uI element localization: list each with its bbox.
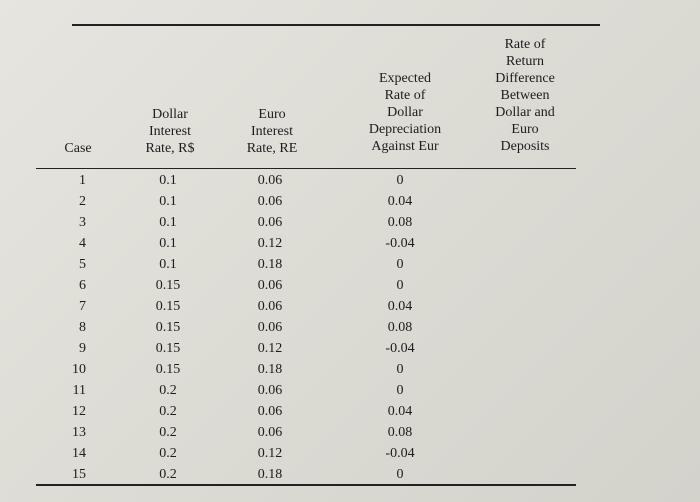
header-line: Expected [378, 71, 432, 86]
cell-case: 8 [79, 320, 86, 335]
cell-euro-rate: 0.06 [257, 299, 283, 314]
table-bottom-rule [36, 484, 576, 486]
header-dollar-interest-rate [128, 106, 212, 157]
header-rate-of-return-difference [475, 36, 575, 155]
cell-case: 15 [72, 467, 86, 482]
header-line: Rate of [384, 88, 426, 103]
header-line: Deposits [500, 139, 550, 154]
cell-case: 12 [72, 404, 86, 419]
cell-euro-rate: 0.06 [257, 383, 283, 398]
header-line: Dollar [152, 107, 188, 122]
header-case [52, 140, 104, 157]
table-row [0, 380, 700, 401]
table-row [0, 191, 700, 212]
cell-dollar-rate: 0.1 [159, 257, 177, 272]
cell-dollar-rate: 0.1 [159, 194, 177, 209]
cell-euro-rate: 0.06 [257, 425, 283, 440]
header-expected-depreciation [350, 70, 460, 155]
cell-euro-rate: 0.06 [257, 404, 283, 419]
table-row [0, 254, 700, 275]
cell-depreciation: 0 [396, 173, 404, 188]
cell-euro-rate: 0.12 [257, 341, 283, 356]
header-line: Euro [511, 122, 539, 137]
header-line: Between [500, 88, 550, 103]
table-row [0, 338, 700, 359]
cell-euro-rate: 0.12 [257, 446, 283, 461]
cell-case: 3 [79, 215, 86, 230]
header-line: Rate, RE [246, 141, 298, 156]
table-row [0, 212, 700, 233]
cell-depreciation: 0.04 [387, 299, 413, 314]
cell-case: 2 [79, 194, 86, 209]
cell-depreciation: 0 [396, 257, 404, 272]
header-line: Dollar [387, 105, 423, 120]
cell-depreciation: 0 [396, 467, 404, 482]
cell-depreciation: 0.08 [387, 320, 413, 335]
cell-case: 4 [79, 236, 86, 251]
cell-case: 1 [79, 173, 86, 188]
cell-case: 9 [79, 341, 86, 356]
cell-dollar-rate: 0.15 [155, 299, 181, 314]
header-line: Interest [149, 124, 191, 139]
header-line: Interest [251, 124, 293, 139]
cell-depreciation: 0 [396, 278, 404, 293]
header-line: Against Eur [371, 139, 439, 154]
cell-euro-rate: 0.06 [257, 278, 283, 293]
header-line: Difference [495, 71, 555, 86]
cell-case: 5 [79, 257, 86, 272]
table-row [0, 296, 700, 317]
cell-euro-rate: 0.18 [257, 467, 283, 482]
header-line: Rate, R$ [145, 141, 195, 156]
table-row [0, 317, 700, 338]
cell-case: 6 [79, 278, 86, 293]
header-line: Dollar and [495, 105, 555, 120]
table-row [0, 359, 700, 380]
header-case-text: Case [64, 141, 92, 156]
table-top-rule [72, 24, 600, 26]
cell-euro-rate: 0.18 [257, 257, 283, 272]
cell-dollar-rate: 0.15 [155, 320, 181, 335]
table-row [0, 170, 700, 191]
cell-dollar-rate: 0.2 [159, 425, 177, 440]
cell-depreciation: -0.04 [385, 341, 415, 356]
header-line: Rate of [504, 37, 546, 52]
table-header-rule [36, 168, 576, 169]
header-line: Depreciation [368, 122, 442, 137]
table-row [0, 401, 700, 422]
cell-case: 10 [72, 362, 86, 377]
cell-dollar-rate: 0.15 [155, 362, 181, 377]
cell-depreciation: 0.04 [387, 404, 413, 419]
cell-case: 11 [72, 383, 86, 398]
cell-euro-rate: 0.06 [257, 320, 283, 335]
cell-dollar-rate: 0.15 [155, 278, 181, 293]
cell-depreciation: 0.04 [387, 194, 413, 209]
cell-case: 7 [79, 299, 86, 314]
cell-euro-rate: 0.06 [257, 215, 283, 230]
cell-euro-rate: 0.12 [257, 236, 283, 251]
cell-depreciation: 0.08 [387, 215, 413, 230]
cell-depreciation: 0 [396, 362, 404, 377]
cell-euro-rate: 0.06 [257, 173, 283, 188]
cell-dollar-rate: 0.2 [159, 404, 177, 419]
cell-depreciation: -0.04 [385, 236, 415, 251]
table-row [0, 422, 700, 443]
table-body [0, 170, 700, 485]
cell-euro-rate: 0.18 [257, 362, 283, 377]
header-euro-interest-rate [232, 106, 312, 157]
cell-dollar-rate: 0.1 [159, 236, 177, 251]
cell-case: 13 [72, 425, 86, 440]
table-row [0, 443, 700, 464]
cell-case: 14 [72, 446, 86, 461]
header-line: Return [505, 54, 545, 69]
cell-depreciation: 0 [396, 383, 404, 398]
cell-euro-rate: 0.06 [257, 194, 283, 209]
cell-depreciation: -0.04 [385, 446, 415, 461]
header-line: Euro [258, 107, 286, 122]
cell-dollar-rate: 0.1 [159, 215, 177, 230]
cell-dollar-rate: 0.2 [159, 446, 177, 461]
table-row [0, 275, 700, 296]
cell-depreciation: 0.08 [387, 425, 413, 440]
cell-dollar-rate: 0.15 [155, 341, 181, 356]
table-row [0, 233, 700, 254]
table-row [0, 464, 700, 485]
cell-dollar-rate: 0.2 [159, 467, 177, 482]
cell-dollar-rate: 0.2 [159, 383, 177, 398]
cell-dollar-rate: 0.1 [159, 173, 177, 188]
